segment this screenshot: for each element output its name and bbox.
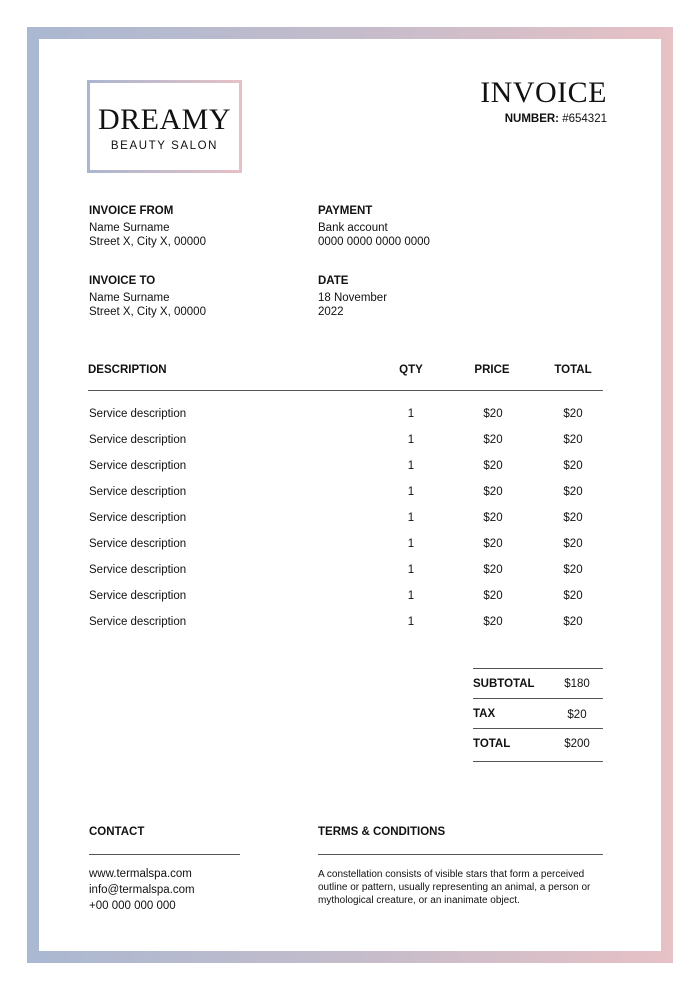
row-description: Service description [89, 538, 187, 550]
row-total: $20 [563, 408, 583, 420]
row-qty: 1 [407, 538, 415, 550]
terms-text: A constellation consists of visible stars that form a perceived outline or pattern, usually representing an animal, a person or mythological creature, or an inanimate object. [318, 869, 591, 906]
table-row [88, 486, 603, 506]
payment-method: Bank account [318, 222, 388, 234]
invoice-to-label: INVOICE TO [89, 275, 156, 287]
row-price: $20 [483, 512, 503, 524]
table-row [88, 538, 603, 558]
contact-rule [89, 854, 240, 855]
row-total: $20 [563, 460, 583, 472]
contact-website[interactable]: www.termalspa.com [89, 868, 192, 880]
row-total: $20 [563, 538, 583, 550]
invoice-from-address: Street X, City X, 00000 [89, 236, 206, 248]
payment-account: 0000 0000 0000 0000 [318, 236, 430, 248]
invoice-number [505, 113, 607, 125]
row-price: $20 [483, 616, 503, 628]
subtotal-label: SUBTOTAL [473, 678, 535, 690]
row-description: Service description [89, 590, 187, 602]
invoice-to-address: Street X, City X, 00000 [89, 306, 206, 318]
total-label: TOTAL [473, 738, 511, 750]
payment-label: PAYMENT [318, 205, 373, 217]
tax-value: $20 [567, 709, 587, 721]
brand-tagline: BEAUTY SALON [110, 140, 219, 152]
row-price: $20 [483, 434, 503, 446]
row-description: Service description [89, 512, 187, 524]
summary-rule-1 [473, 698, 603, 699]
row-description: Service description [89, 460, 187, 472]
table-header-rule [88, 390, 603, 391]
table-row [88, 434, 603, 454]
row-qty: 1 [407, 512, 415, 524]
table-row [88, 512, 603, 532]
col-header-qty: QTY [399, 364, 423, 376]
date-label: DATE [318, 275, 349, 287]
row-total: $20 [563, 486, 583, 498]
col-header-price: PRICE [474, 364, 510, 376]
row-price: $20 [483, 564, 503, 576]
summary-rule-2 [473, 728, 603, 729]
invoice-from-label: INVOICE FROM [89, 205, 174, 217]
tax-label: TAX [473, 708, 496, 720]
subtotal-value: $180 [564, 678, 590, 690]
row-qty: 1 [407, 564, 415, 576]
table-row [88, 590, 603, 610]
row-total: $20 [563, 590, 583, 602]
contact-email[interactable]: info@termalspa.com [89, 884, 195, 896]
brand-logo [87, 80, 242, 173]
brand-name: DREAMY [97, 103, 231, 136]
col-header-total: TOTAL [554, 364, 592, 376]
row-description: Service description [89, 408, 187, 420]
invoice-title: INVOICE [480, 76, 607, 109]
row-price: $20 [483, 590, 503, 602]
contact-label: CONTACT [89, 826, 145, 838]
invoice-from-name: Name Surname [89, 222, 170, 234]
row-price: $20 [483, 408, 503, 420]
col-header-description: DESCRIPTION [88, 364, 167, 376]
invoice-number-value: #654321 [562, 113, 607, 125]
table-row [88, 408, 603, 428]
row-qty: 1 [407, 460, 415, 472]
contact-phone: +00 000 000 000 [89, 900, 176, 912]
table-row [88, 564, 603, 584]
row-qty: 1 [407, 590, 415, 602]
date-line1: 18 November [318, 292, 388, 304]
row-total: $20 [563, 564, 583, 576]
row-total: $20 [563, 616, 583, 628]
row-qty: 1 [407, 434, 415, 446]
row-qty: 1 [407, 486, 415, 498]
summary-rule-bottom [473, 761, 603, 762]
row-price: $20 [483, 460, 503, 472]
row-price: $20 [483, 538, 503, 550]
summary-rule-top [473, 668, 603, 669]
row-description: Service description [89, 434, 187, 446]
terms-rule [318, 854, 603, 855]
row-total: $20 [563, 434, 583, 446]
date-line2: 2022 [318, 306, 344, 318]
row-description: Service description [89, 564, 187, 576]
total-value: $200 [564, 738, 590, 750]
table-row [88, 460, 603, 480]
row-description: Service description [89, 616, 187, 628]
table-row [88, 616, 603, 636]
row-qty: 1 [407, 408, 415, 420]
row-total: $20 [563, 512, 583, 524]
invoice-to-name: Name Surname [89, 292, 170, 304]
row-description: Service description [89, 486, 187, 498]
invoice-number-label: NUMBER: [504, 113, 560, 125]
row-qty: 1 [407, 616, 415, 628]
row-price: $20 [483, 486, 503, 498]
terms-label: TERMS & CONDITIONS [318, 826, 446, 838]
